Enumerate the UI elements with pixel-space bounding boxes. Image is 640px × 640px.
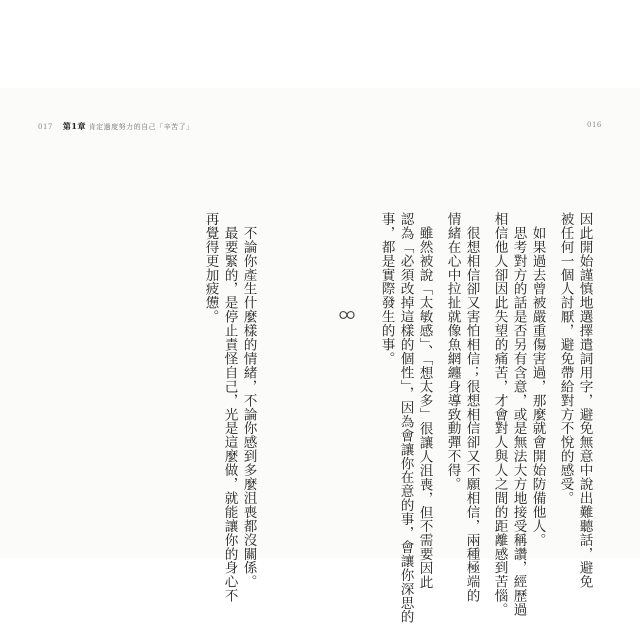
left-page-number: 017 (38, 123, 53, 131)
text-column: 被任何一個人討厭，避免帶給對方不悅的感受。 (557, 212, 574, 505)
text-column: 最要緊的，是停止責怪自己，光是這麼做，就能讓你的身心不 (221, 212, 238, 603)
text-column: 相信他人卻因此失望的痛苦，才會對人與人之間的距離感到苦惱。 (491, 212, 508, 617)
chapter-title: 肯定過度努力的自己「辛苦了」 (88, 123, 194, 131)
text-column: 思考對方的話是否另有含意，或是無法大方地接受稱讚，經歷過 (510, 212, 527, 617)
text-column: 情緒在心中拉扯就像魚網纏身導致動彈不得。 (444, 212, 461, 491)
right-page-number: 016 (587, 121, 602, 129)
text-column: 再覺得更加疲憊。 (202, 212, 219, 324)
text-column: 不論你產生什麼樣的情緒，不論你感到多麼沮喪都沒關係。 (240, 212, 257, 589)
text-column: 因此開始謹慎地選擇遣詞用字，避免無意中說出難聽話，避免 (576, 212, 593, 589)
text-column: 如果過去曾被嚴重傷害過，那麼就會開始防備他人。 (529, 212, 546, 547)
text-column: 事，都是實際發生的事。 (378, 212, 395, 366)
running-header-left (38, 121, 194, 132)
text-column: 很想相信卻又害怕相信；很想相信卻又不願相信，兩種極端的 (463, 212, 480, 603)
text-column: 雖然被說「太敏感」、「想太多」很讓人沮喪，但不需要因此 (416, 212, 433, 589)
divider-ornament-icon (338, 309, 356, 321)
text-column: 認為「必須改掉這樣的個性」，因為會讓你在意的事，會讓你深思的 (397, 212, 414, 624)
chapter-label: 第1章 (62, 121, 86, 131)
